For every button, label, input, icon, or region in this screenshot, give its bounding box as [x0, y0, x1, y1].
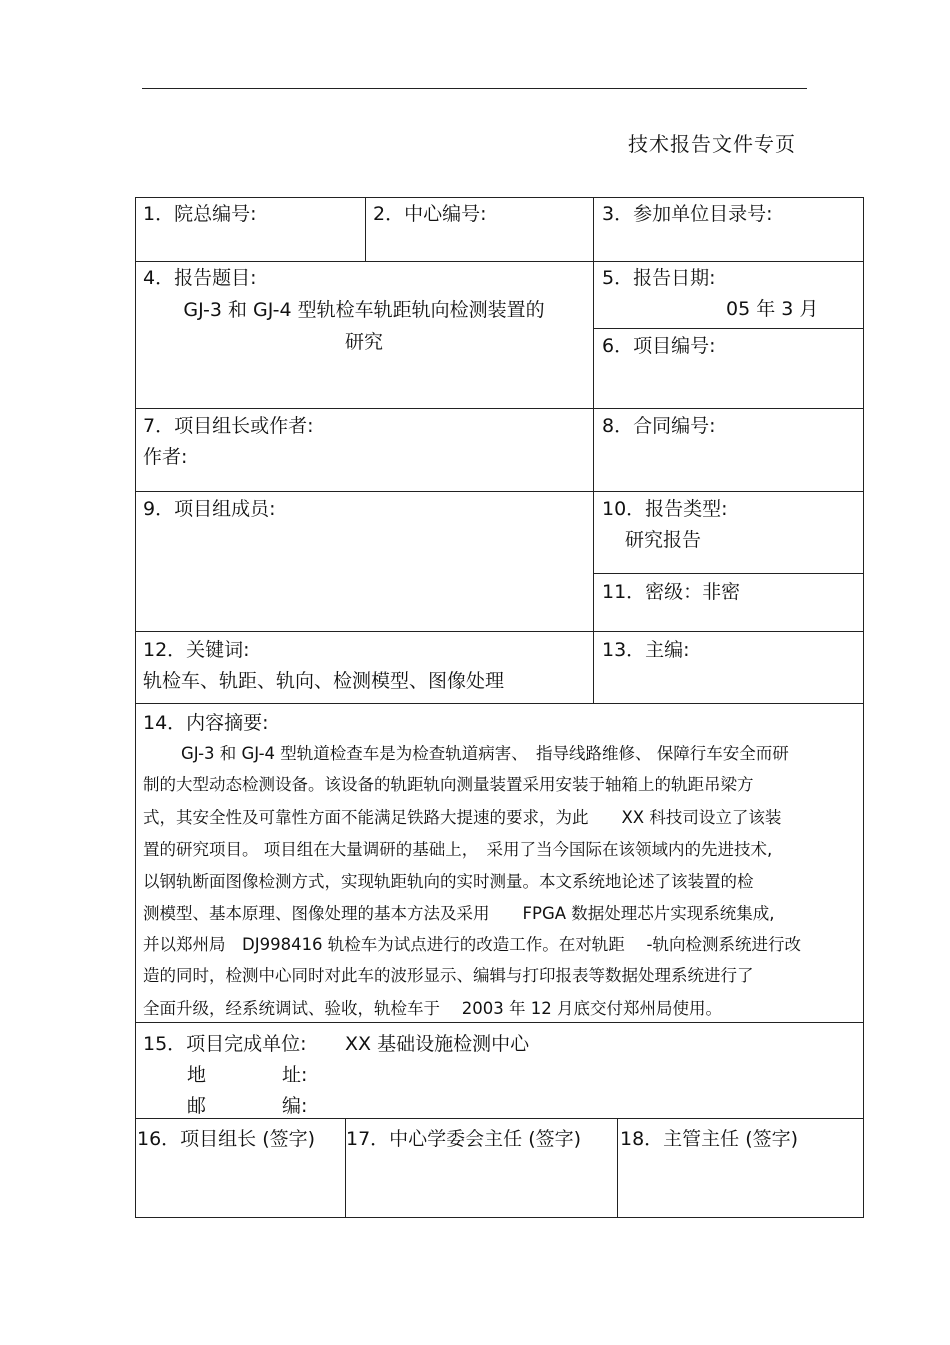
- divider: [135, 703, 864, 704]
- divider: [593, 328, 864, 329]
- field-leader-signature-label: 16．项目组长 (签字): [137, 1128, 316, 1150]
- divider: [365, 197, 366, 261]
- field-contract-number-label: 8．合同编号:: [602, 415, 716, 437]
- field-abstract-label: 14．内容摘要:: [143, 712, 269, 734]
- header-rule: [142, 88, 807, 89]
- divider: [135, 631, 864, 632]
- completion-unit-value: XX 基础设施检测中心: [345, 1033, 530, 1055]
- field-report-title-label: 4．报告题目:: [143, 267, 257, 289]
- field-project-leader-label: 7．项目组长或作者:: [143, 415, 314, 437]
- field-address-label: 地 址:: [187, 1064, 308, 1086]
- divider: [135, 408, 864, 409]
- divider: [617, 1118, 618, 1217]
- field-report-type-label: 10．报告类型:: [602, 498, 728, 520]
- field-postcode-label: 邮 编:: [187, 1095, 308, 1117]
- report-title-line2: 研究: [344, 331, 383, 353]
- field-completion-unit-label: 15．项目完成单位:: [143, 1033, 307, 1055]
- divider: [135, 1022, 864, 1023]
- field-members-label: 9．项目组成员:: [143, 498, 276, 520]
- field-catalog-number-label: 3．参加单位目录号:: [602, 203, 773, 225]
- table-border-bottom: [135, 1217, 864, 1218]
- abstract-line: 置的研究项目。 项目组在大量调研的基础上， 采用了当今国际在该领域内的先进技术,: [143, 840, 773, 859]
- field-keywords-label: 12．关键词:: [143, 639, 250, 661]
- abstract-line: 以钢轨断面图像检测方式，实现轨距轨向的实时测量。本文系统地论述了该装置的检: [143, 872, 754, 891]
- field-project-number-label: 6．项目编号:: [602, 335, 716, 357]
- abstract-line: 并以郑州局 DJ998416 轨检车为试点进行的改造工作。在对轨距 -轨向检测系统进行改: [143, 935, 802, 954]
- abstract-line: 制的大型动态检测设备。该设备的轨距轨向测量装置采用安装于轴箱上的轨距吊梁方: [143, 775, 754, 794]
- field-author-label: 作者:: [143, 446, 188, 468]
- table-border-top: [135, 197, 864, 198]
- field-security-level: 11．密级：非密: [602, 581, 741, 603]
- report-type-value: 研究报告: [625, 529, 702, 551]
- field-center-number-label: 2．中心编号:: [373, 203, 487, 225]
- table-border-right: [863, 197, 864, 1217]
- abstract-line: 式，其安全性及可靠性方面不能满足铁路大提速的要求，为此 XX 科技司设立了该装: [143, 808, 782, 827]
- field-committee-signature-label: 17．中心学委会主任 (签字): [346, 1128, 582, 1150]
- report-title-line1: GJ-3 和 GJ-4 型轨检车轨距轨向检测装置的: [183, 299, 545, 321]
- divider: [135, 491, 864, 492]
- divider: [135, 261, 864, 262]
- field-report-date-label: 5．报告日期:: [602, 267, 716, 289]
- keywords-value: 轨检车、轨距、轨向、检测模型、图像处理: [143, 670, 505, 692]
- abstract-line: 全面升级，经系统调试、验收，轨检车于 2003 年 12 月底交付郑州局使用。: [143, 999, 722, 1018]
- field-director-signature-label: 18．主管主任 (签字): [620, 1128, 799, 1150]
- divider: [135, 1118, 864, 1119]
- divider: [593, 573, 864, 574]
- abstract-line: GJ-3 和 GJ-4 型轨道检查车是为检查轨道病害、 指导线路维修、 保障行车安全而研: [181, 744, 789, 763]
- field-institute-number-label: 1．院总编号:: [143, 203, 257, 225]
- page-title: 技术报告文件专页: [628, 132, 796, 156]
- divider: [593, 197, 594, 703]
- abstract-line: 测模型、基本原理、图像处理的基本方法及采用 FPGA 数据处理芯片实现系统集成,: [143, 904, 775, 923]
- field-editor-label: 13．主编:: [602, 639, 690, 661]
- abstract-line: 造的同时，检测中心同时对此车的波形显示、编辑与打印报表等数据处理系统进行了: [143, 966, 754, 985]
- report-date-value: 05 年 3 月: [726, 298, 819, 320]
